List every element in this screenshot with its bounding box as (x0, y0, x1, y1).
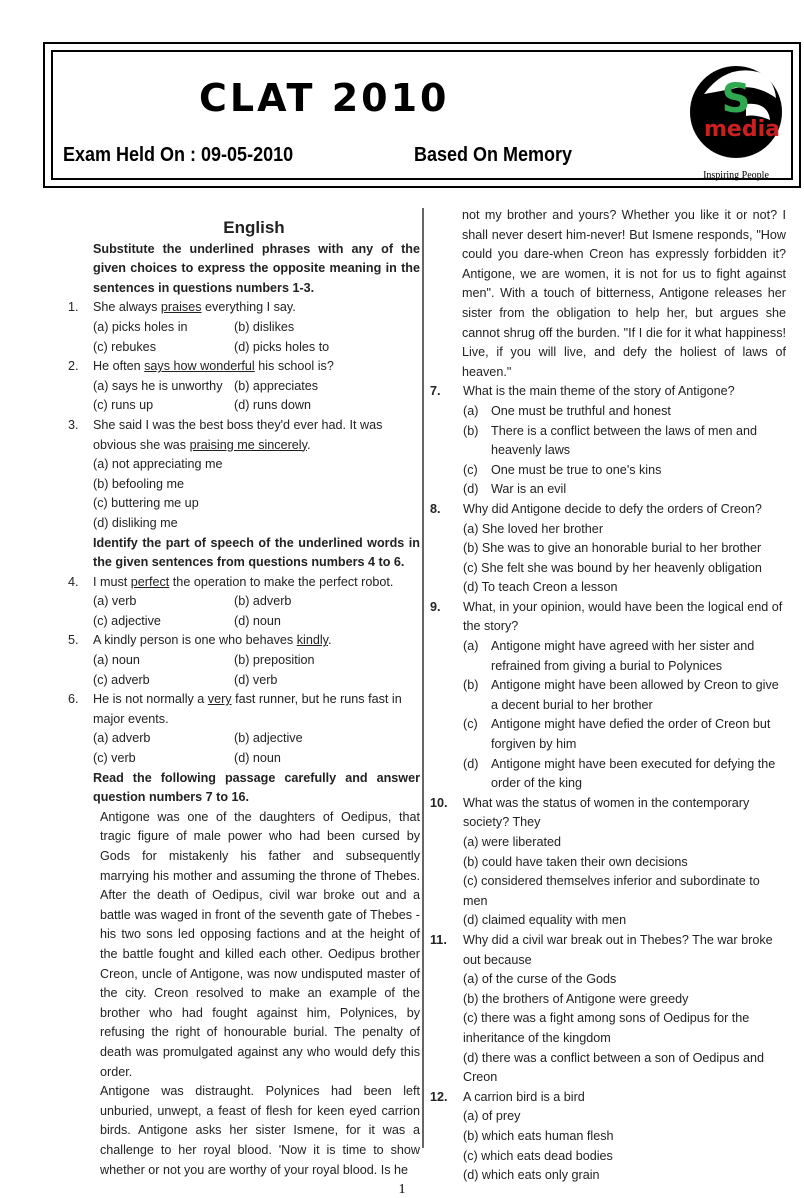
option: (a) says he is unworthy (93, 378, 223, 393)
question-10 (430, 794, 786, 833)
option: (c) which eats dead bodies (463, 1148, 613, 1163)
question-3 (68, 416, 420, 455)
question-number: 11. (430, 932, 447, 947)
underlined-word: very (207, 692, 232, 707)
logo-graphic (686, 54, 786, 172)
option: (b) There is a conflict between the laws of men and heavenly laws (463, 423, 758, 458)
question-number: 9. (430, 599, 441, 614)
option: (d) claimed equality with men (463, 913, 627, 928)
option: (b) appreciates (234, 378, 318, 393)
question-number: 4. (68, 574, 79, 589)
option: (d) noun (234, 751, 281, 766)
option: (d) Antigone might have been executed for defying the order of the king (463, 756, 776, 791)
question-number: 3. (68, 417, 79, 432)
option: (a) Antigone might have agreed with her sister and refrained from giving a burial to Polynices (463, 639, 755, 673)
question-text: She said I was the best boss they'd ever had. It was obvious she was praising me sincerely. (93, 417, 383, 452)
question-text: He often says how wonderful his school is? (93, 359, 334, 374)
question-text: He is not normally a very fast runner, but he runs fast in major events. (93, 692, 402, 726)
option: (c) considered themselves inferior and subordinate to men (463, 874, 760, 908)
options-5 (68, 651, 420, 690)
header-inner (51, 50, 793, 180)
question-7 (430, 382, 786, 402)
option: (a) One must be truthful and honest (463, 403, 671, 418)
option: (c) adverb (93, 672, 150, 687)
question-number: 2. (68, 359, 79, 374)
question-9 (430, 598, 786, 637)
option: (b) adjective (234, 731, 303, 746)
options-4 (68, 592, 420, 631)
question-number: 10. (430, 795, 448, 810)
question-number: 7. (430, 384, 441, 399)
logo-tagline: Inspiring People (703, 170, 769, 181)
underlined-phrase: praises (160, 300, 202, 315)
option: (d) there was a conflict between a son of Oedipus and Creon (463, 1050, 765, 1085)
option: (d) verb (234, 672, 278, 687)
question-8 (430, 500, 786, 520)
option: (a) She loved her brother (463, 521, 604, 536)
question-number: 6. (68, 692, 79, 707)
option: (c) there was a fight among sons of Oedipus for the inheritance of the kingdom (463, 1011, 750, 1045)
option: (b) preposition (234, 653, 315, 668)
option: (c) verb (93, 751, 136, 766)
option: (a) verb (93, 594, 137, 609)
option: (b) She was to give an honorable burial to her brother (463, 541, 762, 556)
header-box (43, 42, 801, 188)
option: (d) To teach Creon a lesson (463, 580, 618, 595)
instruction-2: Identify the part of speech of the underlined words in the given sentences from questions numbers 4 to 6. (93, 535, 420, 570)
option: (b) adverb (234, 594, 292, 609)
logo-letter: S (721, 76, 751, 122)
option: (b) the brothers of Antigone were greedy (463, 991, 689, 1006)
passage-paragraph-3: not my brother and yours? Whether you like it or not? I shall never desert him-never! But Ismene responds, "How could you dare-when Creon has expressly forbidden it? Antigone, we are women, it is not for us to fight against men". With a touch of bitterness, Antigone releases her sister from the obligation to help her, but argues she cannot shrug off the burden. "If I die for it what happiness! Live, if you will live, and defy the holiest of laws of heaven." (462, 208, 786, 379)
option: (b) which eats human flesh (463, 1128, 614, 1143)
question-number: 1. (68, 300, 79, 315)
underlined-phrase: praising me sincerely (189, 437, 307, 452)
question-text: What was the status of women in the contemporary society? They (463, 795, 750, 830)
option: (c) adjective (93, 613, 161, 628)
option: (c) One must be true to one's kins (463, 462, 662, 477)
underlined-phrase: says how wonderful (144, 359, 255, 374)
question-1 (68, 298, 420, 318)
option: (a) picks holes in (93, 319, 188, 334)
question-text: Why did a civil war break out in Thebes? The war broke out because (463, 932, 773, 967)
question-12 (430, 1088, 786, 1108)
right-column (430, 206, 786, 1186)
underlined-word: perfect (130, 574, 170, 589)
options-2 (68, 377, 420, 416)
underlined-word: kindly (296, 633, 328, 648)
passage-paragraph-2: Antigone was distraught. Polynices had been left unburied, unwept, a feast of flesh for keen eyed carrion birds. Antigone asks her sister Ismene, for it was a challenge to her royal blood. 'Now it is time to show whether or not you are worthy of your royal blood. Is he (100, 1084, 420, 1177)
option: (d) runs down (234, 398, 311, 413)
option: (c) rebukes (93, 339, 156, 354)
question-text: She always praises everything I say. (93, 300, 296, 315)
question-text: Why did Antigone decide to defy the orders of Creon? (463, 501, 762, 516)
option: (a) adverb (93, 731, 151, 746)
option: (d) War is an evil (463, 482, 567, 497)
options-6 (68, 729, 420, 768)
option: (a) not appreciating me (93, 457, 223, 472)
option: (b) dislikes (234, 319, 295, 334)
question-5 (68, 631, 420, 651)
passage-paragraph-1: Antigone was one of the daughters of Oedipus, that tragic figure of male power who had been cursed by Gods for mistakenly his father and subsequently marrying his mother and assuming the throne of Thebes. After the death of Oedipus, civil war broke out and a battle was waged in front of the seventh gate of Thebes - his two sons led opposing factions and at the height of the battle fought and killed each other. Oedipus brother Creon, uncle of Antigone, was now undisputed master of the city. Creon resolved to make an example of the brother who had fought against him, Polynices, by refusing the right of honourable burial. The penalty of death was promulgated against any who would defy this order. (100, 809, 420, 1079)
option: (b) Antigone might have been allowed by Creon to give a decent burial to her brother (463, 678, 779, 712)
option: (d) noun (234, 613, 281, 628)
option: (b) befooling me (93, 476, 185, 491)
option: (a) of prey (463, 1109, 521, 1124)
left-column (68, 216, 420, 1180)
question-text: A kindly person is one who behaves kindly. (93, 633, 332, 648)
section-heading: English (223, 218, 285, 237)
question-2 (68, 357, 420, 377)
option: (c) Antigone might have defied the order of Creon but forgiven by him (463, 717, 771, 752)
instruction-3: Read the following passage carefully and answer question numbers 7 to 16. (93, 770, 420, 805)
column-divider (422, 208, 424, 1148)
option: (c) runs up (93, 398, 154, 413)
question-11 (430, 931, 786, 970)
exam-date: Exam Held On : 09-05-2010 (63, 144, 294, 166)
option: (d) which eats only grain (463, 1168, 600, 1183)
page-number: 1 (398, 1182, 406, 1197)
media-logo (686, 54, 786, 182)
exam-title: CLAT 2010 (199, 76, 450, 120)
question-6 (68, 690, 420, 729)
question-4 (68, 573, 420, 593)
option: (a) noun (93, 653, 140, 668)
option: (a) were liberated (463, 835, 561, 849)
option: (a) of the curse of the Gods (463, 972, 617, 987)
question-text: What is the main theme of the story of Antigone? (463, 384, 735, 399)
question-number: 8. (430, 501, 441, 516)
question-text: A carrion bird is a bird (463, 1089, 585, 1104)
question-number: 12. (430, 1089, 448, 1104)
logo-wordmark: media (704, 117, 780, 142)
option: (d) disliking me (93, 515, 178, 530)
question-number: 5. (68, 633, 79, 648)
option: (c) buttering me up (93, 496, 199, 511)
based-on-memory: Based On Memory (414, 144, 573, 166)
question-text: What, in your opinion, would have been the logical end of the story? (463, 599, 783, 634)
option: (c) She felt she was bound by her heavenly obligation (463, 560, 762, 575)
options-1 (68, 318, 420, 357)
instruction-1: Substitute the underlined phrases with any of the given choices to express the opposite meaning in the sentences in questions numbers 1-3. (93, 241, 420, 295)
option: (b) could have taken their own decisions (463, 854, 688, 869)
question-text: I must perfect the operation to make the perfect robot. (93, 574, 394, 589)
option: (d) picks holes to (234, 339, 330, 354)
